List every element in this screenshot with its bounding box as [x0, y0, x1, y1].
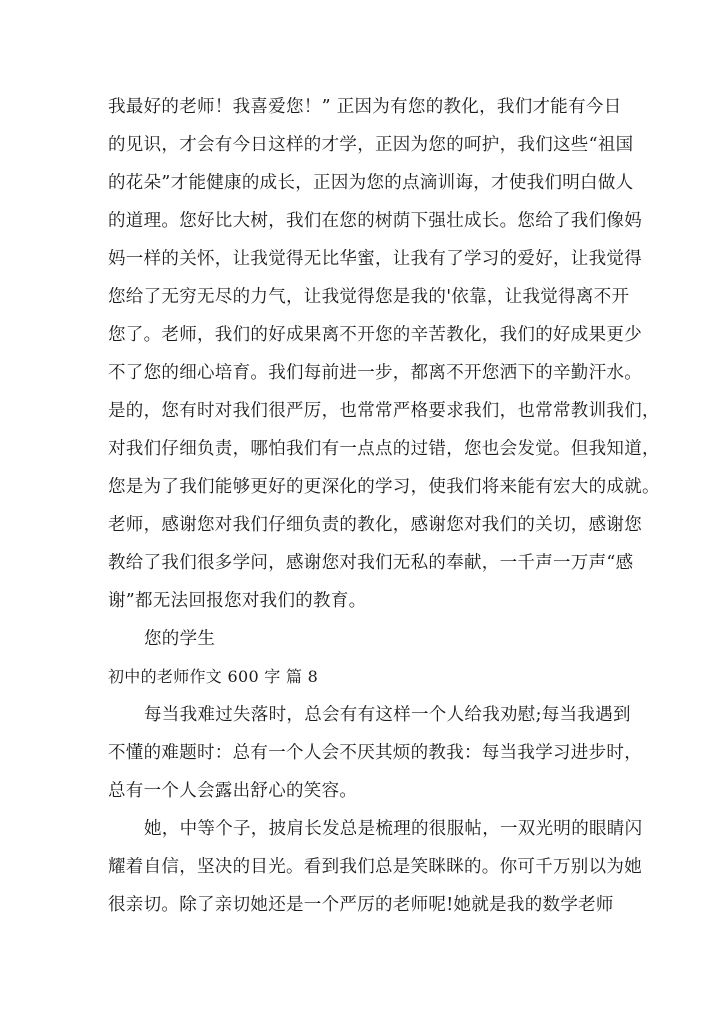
paragraph-3 [108, 810, 643, 924]
text-line: 总有一个人会露出舒心的笑容。 [108, 781, 358, 801]
text-line: 是的，您有时对我们很严厉，也常常严格要求我们，也常常教训我们， [108, 401, 660, 421]
text-line: 您是为了我们能够更好的更深化的学习，使我们将来能有宏大的成就。 [108, 477, 660, 497]
document-page [108, 88, 660, 924]
text-line: 谢”都无法回报您对我们的教育。 [108, 591, 367, 611]
paragraph-1 [108, 88, 660, 620]
section-heading: 初中的老师作文 600 字 篇 8 [108, 667, 319, 686]
text-line: 每当我难过失落时，总会有有这样一个人给我劝慰;每当我遇到 [144, 705, 631, 725]
text-line: 老师，感谢您对我们仔细负责的教化，感谢您对我们的关切，感谢您 [108, 515, 642, 535]
text-line: 很亲切。除了亲切她还是一个严厉的老师呢!她就是我的数学老师 [108, 895, 614, 915]
text-line: 她，中等个子，披肩长发总是梳理的很服帖，一双光明的眼睛闪 [144, 819, 643, 839]
text-line: 您了。老师，我们的好成果离不开您的辛苦教化，我们的好成果更少 [108, 325, 642, 345]
text-line: 不了您的细心培育。我们每前进一步，都离不开您洒下的辛勤汗水。 [108, 363, 642, 383]
text-line: 教给了我们很多学问，感谢您对我们无私的奉献，一千声一万声“感 [108, 553, 634, 573]
text-line: 的见识，才会有今日这样的才学，正因为您的呵护，我们这些“祖国 [108, 135, 634, 155]
text-line: 耀着自信，坚决的目光。看到我们总是笑眯眯的。你可千万别以为她 [108, 857, 642, 877]
text-line: 我最好的老师！我喜爱您！” 正因为有您的教化，我们才能有今日 [108, 97, 622, 117]
paragraph-2 [108, 696, 642, 810]
signature: 您的学生 [144, 629, 216, 649]
text-line: 的道理。您好比大树，我们在您的树荫下强壮成长。您给了我们像妈 [108, 211, 642, 231]
text-line: 妈一样的关怀，让我觉得无比华蜜，让我有了学习的爱好，让我觉得 [108, 249, 642, 269]
text-line: 您给了无穷无尽的力气，让我觉得您是我的'依靠，让我觉得离不开 [108, 287, 630, 307]
text-line: 的花朵”才能健康的成长，正因为您的点滴训诲，才使我们明白做人 [108, 173, 634, 193]
text-line: 对我们仔细负责，哪怕我们有一点点的过错，您也会发觉。但我知道， [108, 439, 660, 459]
text-line: 不懂的难题时：总有一个人会不厌其烦的教我：每当我学习进步时， [108, 743, 642, 763]
